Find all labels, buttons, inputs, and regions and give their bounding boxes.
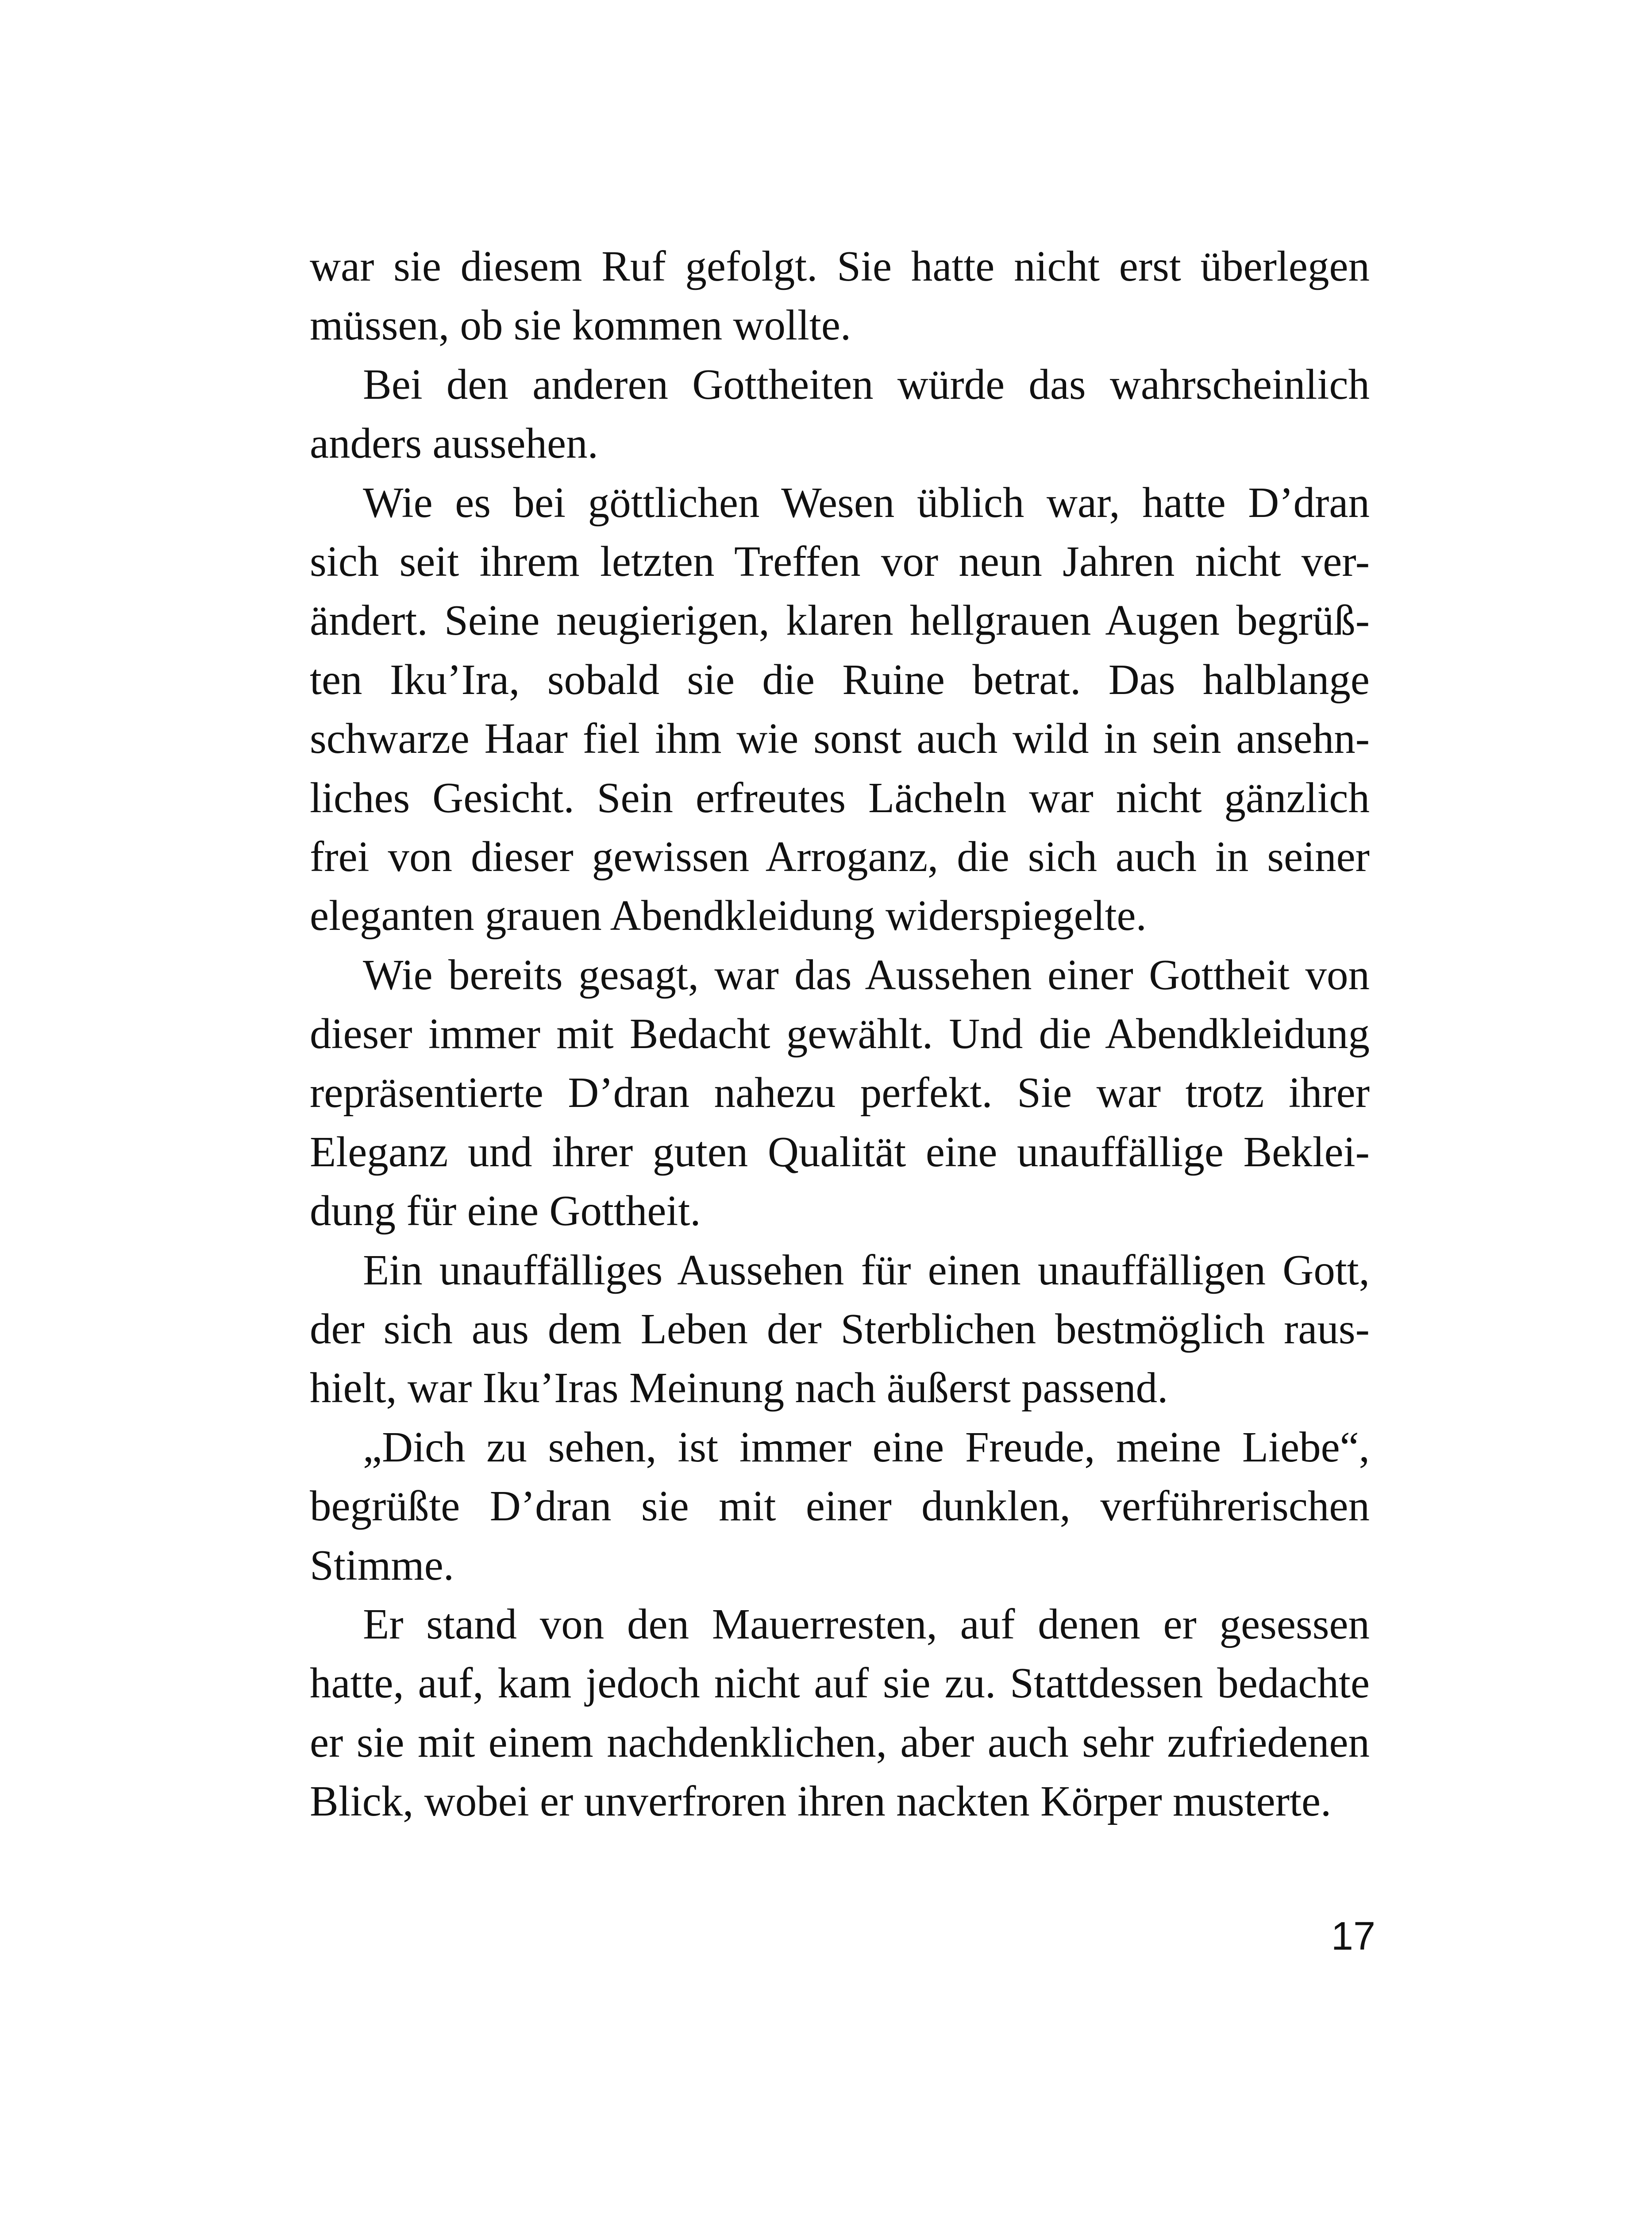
text-line: Stimme. (310, 1541, 454, 1589)
text-line: begrüßte D’dran sie mit einer dunklen, verführerischen (310, 1482, 1370, 1530)
text-line: ändert. Seine neugierigen, klaren hellgrauen Augen begrüß- (310, 597, 1370, 644)
text-line: Wie bereits gesagt, war das Aussehen einer Gottheit von (363, 951, 1370, 999)
text-line: Wie es bei göttlichen Wesen üblich war, hatte D’dran (363, 478, 1370, 526)
text-line: dung für eine Gottheit. (310, 1187, 701, 1235)
text-line: dieser immer mit Bedacht gewählt. Und die Abendkleidung (310, 1010, 1370, 1058)
text-line: hatte, auf, kam jedoch nicht auf sie zu. Stattdessen bedachte (310, 1659, 1370, 1707)
text-line: er sie mit einem nachdenklichen, aber auch sehr zufriedenen (310, 1718, 1370, 1766)
text-line: Er stand von den Mauerresten, auf denen er gesessen (363, 1600, 1370, 1648)
text-line: der sich aus dem Leben der Sterblichen bestmöglich raus- (310, 1305, 1370, 1353)
text-line: Ein unauffälliges Aussehen für einen unauffälligen Gott, (363, 1246, 1370, 1294)
text-line: repräsentierte D’dran nahezu perfekt. Sie war trotz ihrer (310, 1069, 1370, 1117)
paragraph (310, 473, 1370, 945)
text-line: war sie diesem Ruf gefolgt. Sie hatte nicht erst überlegen (310, 243, 1370, 290)
paragraph (310, 1595, 1370, 1831)
text-line: liches Gesicht. Sein erfreutes Lächeln war nicht gänzlich (310, 774, 1370, 821)
text-line: eleganten grauen Abendkleidung widerspiegelte. (310, 892, 1147, 940)
text-line: frei von dieser gewissen Arroganz, die sich auch in seiner (310, 833, 1370, 880)
text-line: Blick, wobei er unverfroren ihren nackten Körper musterte. (310, 1777, 1332, 1825)
paragraph (310, 355, 1370, 473)
text-line: hielt, war Iku’Iras Meinung nach äußerst passend. (310, 1364, 1168, 1412)
text-line: müssen, ob sie kommen wollte. (310, 301, 851, 349)
text-line: schwarze Haar fiel ihm wie sonst auch wild in sein ansehn- (310, 715, 1370, 763)
page-number: 17 (1331, 1914, 1375, 1959)
text-line: anders aussehen. (310, 420, 598, 467)
text-line: „Dich zu sehen, ist immer eine Freude, meine Liebe“, (363, 1423, 1370, 1471)
paragraph (310, 945, 1370, 1241)
paragraph (310, 1241, 1370, 1418)
text-line: sich seit ihrem letzten Treffen vor neun Jahren nicht ver- (310, 537, 1370, 585)
text-line: ten Iku’Ira, sobald sie die Ruine betrat. Das halblange (310, 655, 1370, 703)
text-line: Bei den anderen Gottheiten würde das wahrscheinlich (363, 360, 1370, 408)
body-text (310, 237, 1370, 1831)
text-line: Eleganz und ihrer guten Qualität eine unauffällige Beklei- (310, 1128, 1370, 1176)
paragraph (310, 237, 1370, 355)
paragraph (310, 1418, 1370, 1595)
